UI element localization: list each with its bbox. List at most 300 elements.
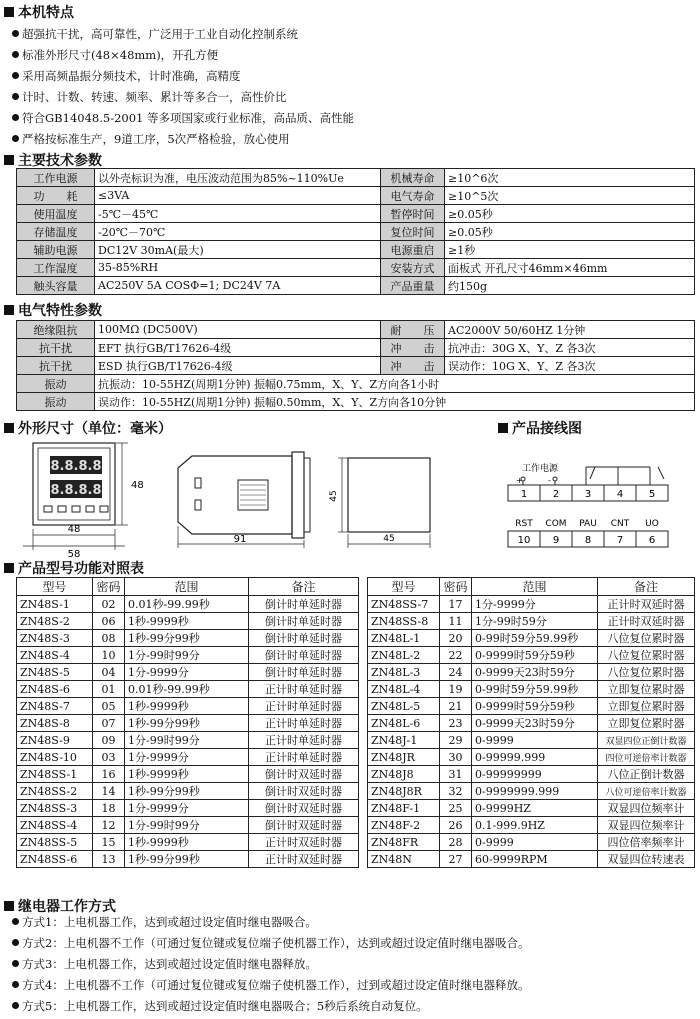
- model-code: 15: [93, 834, 125, 851]
- param-label: 使用温度: [17, 205, 95, 223]
- param-value: AC250V 5A COSΦ=1; DC24V 7A: [95, 277, 381, 295]
- dims-heading: 外形尺寸（单位：毫米）: [4, 418, 172, 438]
- column-header: 型号: [368, 578, 440, 596]
- model-code: 18: [93, 800, 125, 817]
- tech-row: [17, 277, 695, 295]
- model-row: [17, 647, 359, 664]
- bullet-icon: [12, 93, 19, 100]
- model-range: 1分-9999分: [125, 800, 249, 817]
- power-label: 工作电源: [522, 464, 559, 474]
- model-range: 1分-9999分: [125, 664, 249, 681]
- model-row: [368, 834, 695, 851]
- model-row: [368, 698, 695, 715]
- model-code: 19: [440, 681, 472, 698]
- model-range: 0-9999时59分59秒: [472, 698, 598, 715]
- model-row: [17, 783, 359, 800]
- back-outline: [348, 458, 430, 532]
- model-row: [368, 851, 695, 868]
- param-label: 复位时间: [381, 223, 445, 241]
- model-remark: 倒计时双延时器: [249, 817, 359, 834]
- model-code: 05: [93, 698, 125, 715]
- model-row: [368, 630, 695, 647]
- param-value: ≥0.05秒: [445, 205, 695, 223]
- param-label: 绝缘阻抗: [17, 321, 95, 339]
- model-row: [17, 766, 359, 783]
- model-range: 0.01秒-99.99秒: [125, 681, 249, 698]
- bullet-icon: [12, 918, 19, 925]
- bullet-icon: [12, 981, 19, 988]
- front-key: [58, 506, 66, 512]
- elec-row: [17, 321, 695, 339]
- models-header-row: [368, 578, 695, 596]
- column-header: 范围: [125, 578, 249, 596]
- model-name: ZN48S-7: [17, 698, 93, 715]
- column-header: 备注: [598, 578, 695, 596]
- relay-mode-item: 方式4：上电机器不工作（可通过复位键或复位端子使机器工作），过到或超过设定值时继电器释放。: [12, 977, 692, 998]
- column-header: 范围: [472, 578, 598, 596]
- model-range: 0-99999999: [472, 766, 598, 783]
- minus-symbol: -: [548, 476, 551, 485]
- model-range: 1秒-9999秒: [125, 698, 249, 715]
- model-row: [368, 681, 695, 698]
- model-name: ZN48S-8: [17, 715, 93, 732]
- param-value: ≥0.05秒: [445, 223, 695, 241]
- model-range: 1秒-99分99秒: [125, 851, 249, 868]
- model-code: 27: [440, 851, 472, 868]
- features-list: [12, 27, 692, 153]
- model-row: [17, 851, 359, 868]
- model-remark: 立即复位累时器: [598, 698, 695, 715]
- model-code: 06: [93, 613, 125, 630]
- model-code: 10: [93, 647, 125, 664]
- model-remark: 正计时单延时器: [249, 698, 359, 715]
- model-name: ZN48S-1: [17, 596, 93, 613]
- model-name: ZN48N: [368, 851, 440, 868]
- column-header: 密码: [93, 578, 125, 596]
- model-row: [17, 817, 359, 834]
- square-bullet-icon: [4, 155, 14, 165]
- terminal-number: 8: [584, 535, 592, 546]
- param-value: -5℃－45℃: [95, 205, 381, 223]
- side-bezel: [292, 452, 304, 538]
- feature-item: 超强抗干扰，高可靠性，广泛用于工业自动化控制系统: [12, 27, 692, 48]
- display-upper-digits: 8.8.8.8: [50, 459, 102, 474]
- column-header: 型号: [17, 578, 93, 596]
- bullet-icon: [12, 939, 19, 946]
- front-key: [100, 506, 108, 512]
- model-name: ZN48J-1: [368, 732, 440, 749]
- param-value: -20℃－70℃: [95, 223, 381, 241]
- dim-height-45: 45: [329, 490, 339, 502]
- model-remark: 倒计时单延时器: [249, 664, 359, 681]
- param-label: 冲 击: [381, 357, 445, 375]
- square-bullet-icon: [498, 423, 508, 433]
- bullet-icon: [12, 72, 19, 79]
- square-bullet-icon: [4, 901, 14, 911]
- display-lower-digits: 8.8.8.8: [50, 483, 102, 498]
- tech-row: [17, 241, 695, 259]
- model-row: [368, 647, 695, 664]
- model-remark: 正计时单延时器: [249, 732, 359, 749]
- model-remark: 倒计时双延时器: [249, 800, 359, 817]
- model-name: ZN48SS-8: [368, 613, 440, 630]
- front-key: [86, 506, 94, 512]
- model-name: ZN48SS-1: [17, 766, 93, 783]
- model-remark: 双显四位正倒计数器: [598, 732, 695, 749]
- param-label: 存储温度: [17, 223, 95, 241]
- terminal-number: 3: [584, 489, 592, 500]
- model-name: ZN48J8: [368, 766, 440, 783]
- model-row: [17, 715, 359, 732]
- model-code: 21: [440, 698, 472, 715]
- param-value: 抗冲击：30G X、Y、Z 各3次: [445, 339, 695, 357]
- param-value: 误动作：10G X、Y、Z 各3次: [445, 357, 695, 375]
- model-row: [368, 596, 695, 613]
- feature-item: 计时、计数、转速、频率、累计等多合一，高性价比: [12, 90, 692, 111]
- model-range: 1分-99时99分: [125, 647, 249, 664]
- model-remark: 四位倍率频率计: [598, 834, 695, 851]
- relay-list: [12, 914, 692, 1019]
- param-label: 抗干扰: [17, 339, 95, 357]
- model-name: ZN48S-3: [17, 630, 93, 647]
- model-row: [368, 800, 695, 817]
- model-code: 16: [93, 766, 125, 783]
- model-remark: 正计时双延时器: [249, 851, 359, 868]
- model-row: [17, 749, 359, 766]
- param-label: 产品重量: [381, 277, 445, 295]
- model-remark: 倒计时双延时器: [249, 766, 359, 783]
- param-value: EFT 执行GB/T17626-4级: [95, 339, 381, 357]
- bullet-icon: [12, 1002, 19, 1009]
- model-remark: 正计时单延时器: [249, 681, 359, 698]
- model-name: ZN48SS-2: [17, 783, 93, 800]
- terminal-number: 1: [520, 489, 528, 500]
- dim-width-48: 48: [67, 524, 81, 535]
- tech-row: [17, 205, 695, 223]
- model-row: [368, 715, 695, 732]
- model-remark: 四位可逆倍率计数器: [598, 749, 695, 766]
- square-bullet-icon: [4, 563, 14, 573]
- model-code: 07: [93, 715, 125, 732]
- models-table-right: [367, 577, 695, 868]
- model-range: 1分-99时99分: [125, 817, 249, 834]
- model-code: 11: [440, 613, 472, 630]
- model-range: 1分-9999分: [125, 749, 249, 766]
- param-label: 振动: [17, 393, 95, 411]
- model-name: ZN48SS-6: [17, 851, 93, 868]
- terminal-label: PAU: [579, 519, 597, 529]
- param-label: 电气寿命: [381, 187, 445, 205]
- elec-heading: 电气特性参数: [4, 300, 102, 320]
- tech-params-table: [16, 168, 695, 295]
- relay-mode-item: 方式5：上电机器工作，达到或超过设定值时继电器吸合；5秒后系统自动复位。: [12, 998, 692, 1019]
- param-label: 暂停时间: [381, 205, 445, 223]
- model-code: 28: [440, 834, 472, 851]
- bullet-icon: [12, 114, 19, 121]
- model-row: [17, 732, 359, 749]
- model-range: 0-99时59分59.99秒: [472, 681, 598, 698]
- feature-item: 严格按标准生产，9道工序，5次严格检验，放心使用: [12, 132, 692, 153]
- model-remark: 倒计时单延时器: [249, 613, 359, 630]
- terminal-number: 2: [552, 489, 560, 500]
- model-range: 0.1-999.9HZ: [472, 817, 598, 834]
- param-value: 以外壳标识为准，电压波动范围为85%~110%Ue: [95, 169, 381, 187]
- relay-heading: 继电器工作方式: [4, 896, 116, 916]
- model-name: ZN48SS-5: [17, 834, 93, 851]
- model-name: ZN48J8R: [368, 783, 440, 800]
- terminal-number: 9: [552, 535, 560, 546]
- model-name: ZN48F-2: [368, 817, 440, 834]
- model-row: [368, 664, 695, 681]
- tech-row: [17, 259, 695, 277]
- param-value: DC12V 30mA(最大): [95, 241, 381, 259]
- models-heading: 产品型号功能对照表: [4, 558, 144, 578]
- model-code: 01: [93, 681, 125, 698]
- model-range: 1秒-9999秒: [125, 834, 249, 851]
- model-range: 0-99999.999: [472, 749, 598, 766]
- model-range: 0.01秒-99.99秒: [125, 596, 249, 613]
- model-code: 09: [93, 732, 125, 749]
- param-label: 工作湿度: [17, 259, 95, 277]
- param-label: 电源重启: [381, 241, 445, 259]
- param-label: 工作电源: [17, 169, 95, 187]
- model-remark: 正计时双延时器: [598, 596, 695, 613]
- param-value: ESD 执行GB/T17626-4级: [95, 357, 381, 375]
- terminal-number: 10: [517, 535, 531, 546]
- tech-heading: 主要技术参数: [4, 150, 102, 170]
- model-code: 29: [440, 732, 472, 749]
- dim-width-58: 58: [67, 549, 81, 558]
- model-row: [17, 613, 359, 630]
- model-code: 30: [440, 749, 472, 766]
- relay-mode-item: 方式3：上电机器工作，达到或超过设定值时继电器释放。: [12, 956, 692, 977]
- model-range: 0-9999: [472, 834, 598, 851]
- model-code: 32: [440, 783, 472, 800]
- model-remark: 倒计时单延时器: [249, 630, 359, 647]
- terminal-number: 4: [616, 489, 624, 500]
- model-code: 20: [440, 630, 472, 647]
- model-range: 0-9999999.999: [472, 783, 598, 800]
- model-range: 0-9999天23时59分: [472, 715, 598, 732]
- model-name: ZN48S-2: [17, 613, 93, 630]
- param-value: ≥10^6次: [445, 169, 695, 187]
- param-label: 振动: [17, 375, 95, 393]
- side-body-outline: [178, 456, 292, 534]
- model-name: ZN48L-1: [368, 630, 440, 647]
- vibration-row: [17, 393, 695, 411]
- model-name: ZN48S-6: [17, 681, 93, 698]
- feature-item: 标准外形尺寸(48×48mm)，开孔方便: [12, 48, 692, 69]
- param-label: 触头容量: [17, 277, 95, 295]
- elec-row: [17, 357, 695, 375]
- terminal-label: RST: [515, 519, 533, 529]
- model-remark: 八位可逆倍率计数器: [598, 783, 695, 800]
- param-value: 误动作：10-55HZ(周期1分钟) 振幅0.50mm，X、Y、Z方向各10分钟: [95, 393, 695, 411]
- param-value: 约150g: [445, 277, 695, 295]
- dim-height-48: 48: [131, 480, 144, 491]
- model-name: ZN48S-9: [17, 732, 93, 749]
- param-value: 35-85%RH: [95, 259, 381, 277]
- model-range: 1秒-9999秒: [125, 766, 249, 783]
- param-label: 机械寿命: [381, 169, 445, 187]
- model-range: 1分-9999分: [472, 596, 598, 613]
- model-range: 0-9999HZ: [472, 800, 598, 817]
- models-table-left: [16, 577, 359, 868]
- param-value: 面板式 开孔尺寸46mm×46mm: [445, 259, 695, 277]
- model-range: 1秒-99分99秒: [125, 783, 249, 800]
- terminal-label: UO: [645, 519, 659, 529]
- tech-row: [17, 223, 695, 241]
- wiring-heading: 产品接线图: [498, 418, 582, 438]
- param-label: 辅助电源: [17, 241, 95, 259]
- model-row: [368, 817, 695, 834]
- model-code: 24: [440, 664, 472, 681]
- model-code: 23: [440, 715, 472, 732]
- side-face: [304, 458, 310, 532]
- model-remark: 倒计时单延时器: [249, 596, 359, 613]
- model-remark: 八位复位累时器: [598, 630, 695, 647]
- param-label: 冲 击: [381, 339, 445, 357]
- model-remark: 倒计时双延时器: [249, 783, 359, 800]
- front-key: [44, 506, 52, 512]
- square-bullet-icon: [4, 7, 14, 17]
- model-remark: 正计时单延时器: [249, 715, 359, 732]
- param-label: 功 耗: [17, 187, 95, 205]
- model-code: 17: [440, 596, 472, 613]
- param-label: 安装方式: [381, 259, 445, 277]
- features-heading: 本机特点: [4, 2, 74, 22]
- model-code: 03: [93, 749, 125, 766]
- model-range: 1分-99时59分: [472, 613, 598, 630]
- vibration-row: [17, 375, 695, 393]
- model-name: ZN48JR: [368, 749, 440, 766]
- model-remark: 八位复位累时器: [598, 664, 695, 681]
- feature-item: 采用高频晶振分频技术，计时准确，高精度: [12, 69, 692, 90]
- model-remark: 倒计时单延时器: [249, 647, 359, 664]
- model-remark: 正计时单延时器: [249, 749, 359, 766]
- relay-mode-item: 方式2：上电机器不工作（可通过复位键或复位端子使机器工作），达到或超过设定值时继电器吸合。: [12, 935, 692, 956]
- model-remark: 正计时双延时器: [249, 834, 359, 851]
- model-row: [368, 749, 695, 766]
- model-name: ZN48SS-3: [17, 800, 93, 817]
- terminal-number: 7: [616, 535, 624, 546]
- model-row: [17, 664, 359, 681]
- relay-mode-item: 方式1：上电机器工作，达到或超过设定值时继电器吸合。: [12, 914, 692, 935]
- elec-row: [17, 339, 695, 357]
- model-remark: 正计时双延时器: [598, 613, 695, 630]
- dimension-drawing: [0, 430, 480, 558]
- model-range: 1秒-99分99秒: [125, 630, 249, 647]
- param-value: 100MΩ (DC500V): [95, 321, 381, 339]
- model-code: 22: [440, 647, 472, 664]
- model-range: 1分-99时99分: [125, 732, 249, 749]
- model-name: ZN48L-3: [368, 664, 440, 681]
- model-remark: 双显四位转速表: [598, 851, 695, 868]
- terminal-label: CNT: [610, 519, 630, 529]
- model-row: [17, 800, 359, 817]
- model-code: 02: [93, 596, 125, 613]
- model-name: ZN48S-5: [17, 664, 93, 681]
- terminal-number: 6: [648, 535, 656, 546]
- model-remark: 双显四位频率计: [598, 817, 695, 834]
- model-code: 14: [93, 783, 125, 800]
- model-code: 08: [93, 630, 125, 647]
- model-code: 31: [440, 766, 472, 783]
- bullet-icon: [12, 51, 19, 58]
- model-name: ZN48FR: [368, 834, 440, 851]
- model-range: 0-99时59分59.99秒: [472, 630, 598, 647]
- model-range: 60-9999RPM: [472, 851, 598, 868]
- model-remark: 立即复位累时器: [598, 681, 695, 698]
- model-range: 0-9999天23时59分: [472, 664, 598, 681]
- model-range: 0-9999时59分59秒: [472, 647, 598, 664]
- elec-params-table: [16, 320, 695, 411]
- feature-item: 符合GB14048.5-2001 等多项国家或行业标准，高品质、高性能: [12, 111, 692, 132]
- model-range: 1秒-9999秒: [125, 613, 249, 630]
- param-label: 耐 压: [381, 321, 445, 339]
- bullet-icon: [12, 30, 19, 37]
- model-name: ZN48L-6: [368, 715, 440, 732]
- model-remark: 八位复位累时器: [598, 647, 695, 664]
- param-value: 抗振动：10-55HZ(周期1分钟) 振幅0.75mm，X、Y、Z方向各1小时: [95, 375, 695, 393]
- model-name: ZN48S-10: [17, 749, 93, 766]
- param-value: ≥10^5次: [445, 187, 695, 205]
- model-name: ZN48SS-7: [368, 596, 440, 613]
- wiring-diagram: [500, 455, 696, 555]
- model-row: [17, 596, 359, 613]
- param-label: 抗干扰: [17, 357, 95, 375]
- model-row: [17, 630, 359, 647]
- model-name: ZN48S-4: [17, 647, 93, 664]
- model-name: ZN48L-2: [368, 647, 440, 664]
- model-row: [17, 834, 359, 851]
- param-value: AC2000V 50/60HZ 1分钟: [445, 321, 695, 339]
- models-header-row: [17, 578, 359, 596]
- model-range: 0-9999: [472, 732, 598, 749]
- model-name: ZN48F-1: [368, 800, 440, 817]
- bullet-icon: [12, 135, 19, 142]
- dim-width-45: 45: [383, 534, 395, 544]
- column-header: 备注: [249, 578, 359, 596]
- model-row: [368, 732, 695, 749]
- model-range: 1秒-99分99秒: [125, 715, 249, 732]
- model-remark: 双显四位频率计: [598, 800, 695, 817]
- param-value: ≥1秒: [445, 241, 695, 259]
- terminal-label: COM: [545, 519, 567, 529]
- model-row: [17, 681, 359, 698]
- model-row: [368, 766, 695, 783]
- model-row: [368, 613, 695, 630]
- column-header: 密码: [440, 578, 472, 596]
- terminal-number: 5: [648, 489, 656, 500]
- model-remark: 立即复位累时器: [598, 715, 695, 732]
- model-code: 12: [93, 817, 125, 834]
- model-name: ZN48L-4: [368, 681, 440, 698]
- bullet-icon: [12, 960, 19, 967]
- model-code: 13: [93, 851, 125, 868]
- model-name: ZN48SS-4: [17, 817, 93, 834]
- model-remark: 八位正倒计数器: [598, 766, 695, 783]
- plus-symbol: +: [516, 476, 523, 485]
- front-key: [72, 506, 80, 512]
- tech-row: [17, 187, 695, 205]
- param-value: ≤3VA: [95, 187, 381, 205]
- model-name: ZN48L-5: [368, 698, 440, 715]
- model-code: 25: [440, 800, 472, 817]
- dim-length-91: 91: [233, 534, 247, 545]
- model-code: 04: [93, 664, 125, 681]
- model-row: [368, 783, 695, 800]
